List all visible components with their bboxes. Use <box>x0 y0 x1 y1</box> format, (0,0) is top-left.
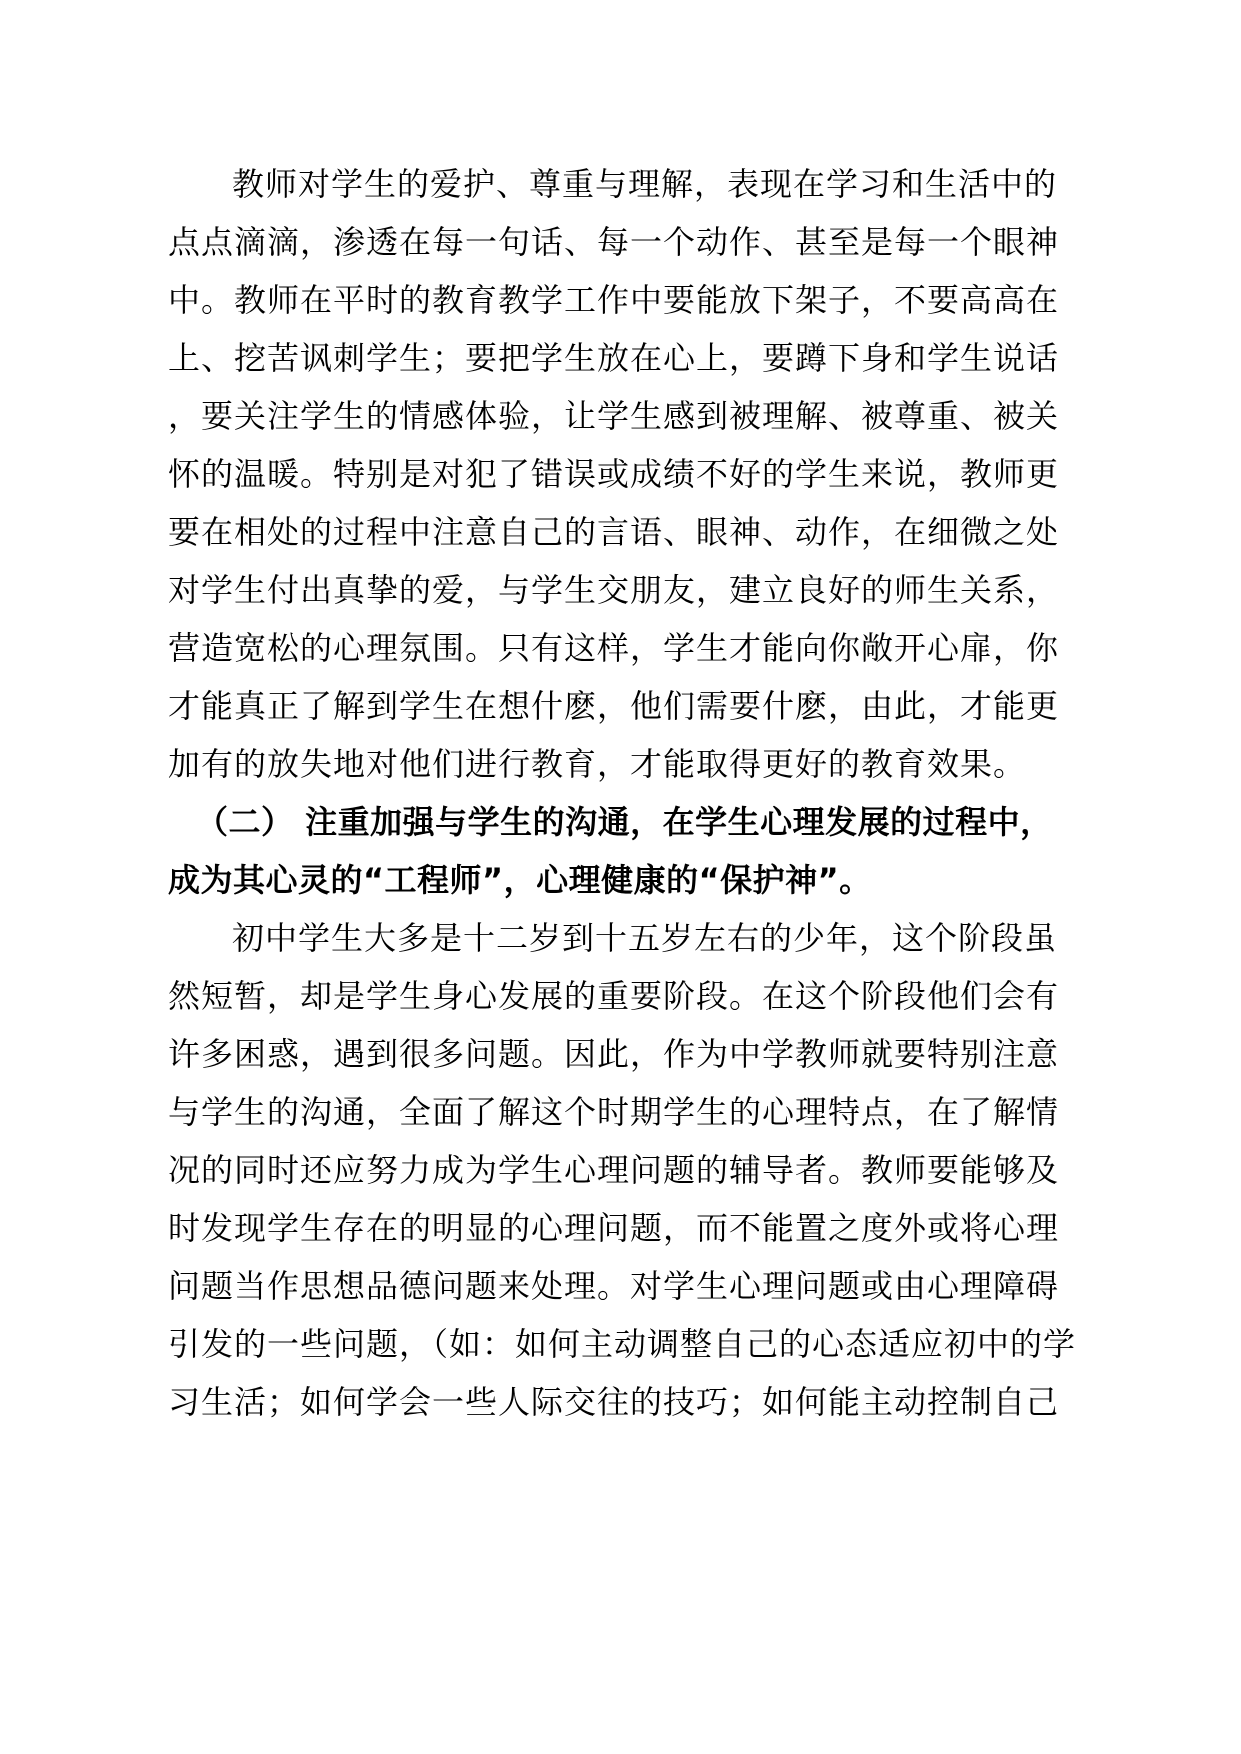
paragraph1-line-2: 点点滴滴，渗透在每一句话、每一个动作、甚至是每一个眼神 <box>168 223 1060 261</box>
paragraph2-line-7: 问题当作思想品德问题来处理。对学生心理问题或由心理障碍 <box>168 1267 1060 1305</box>
paragraph1-line-7: 要在相处的过程中注意自己的言语、眼神、动作，在细微之处 <box>168 513 1060 551</box>
paragraph2-line-4: 与学生的沟通，全面了解这个时期学生的心理特点，在了解情 <box>168 1093 1060 1131</box>
paragraph1-line-10: 才能真正了解到学生在想什麽，他们需要什麽，由此，才能更 <box>168 687 1060 725</box>
paragraph1-line-4: 上、挖苦讽刺学生；要把学生放在心上，要蹲下身和学生说话 <box>168 339 1060 377</box>
paragraph1-line-5: ，要关注学生的情感体验，让学生感到被理解、被尊重、被关 <box>168 397 1060 435</box>
paragraph1-line-9: 营造宽松的心理氛围。只有这样，学生才能向你敞开心扉，你 <box>168 629 1060 667</box>
section-heading-line-2: 成为其心灵的“工程师”，心理健康的“保护神”。 <box>168 861 872 899</box>
paragraph2-line-6: 时发现学生存在的明显的心理问题，而不能置之度外或将心理 <box>168 1209 1060 1247</box>
paragraph1-line-6: 怀的温暖。特别是对犯了错误或成绩不好的学生来说，教师更 <box>168 455 1060 493</box>
paragraph2-line-5: 况的同时还应努力成为学生心理问题的辅导者。教师要能够及 <box>168 1151 1060 1189</box>
paragraph1-line-8: 对学生付出真挚的爱，与学生交朋友，建立良好的师生关系， <box>168 571 1060 609</box>
paragraph1-line-11: 加有的放失地对他们进行教育，才能取得更好的教育效果。 <box>168 745 1027 783</box>
section-heading-line-1: （二） 注重加强与学生的沟通，在学生心理发展的过程中， <box>196 803 1053 841</box>
paragraph1-line-1: 教师对学生的爱护、尊重与理解，表现在学习和生活中的 <box>232 165 1058 203</box>
paragraph1-line-3: 中。教师在平时的教育教学工作中要能放下架子，不要高高在 <box>168 281 1060 319</box>
paragraph2-line-2: 然短暂，却是学生身心发展的重要阶段。在这个阶段他们会有 <box>168 977 1060 1015</box>
paragraph2-line-9: 习生活；如何学会一些人际交往的技巧；如何能主动控制自己 <box>168 1383 1060 1421</box>
paragraph2-line-8: 引发的一些问题，（如：如何主动调整自己的心态适应初中的学 <box>168 1325 1077 1363</box>
paragraph2-line-3: 许多困惑，遇到很多问题。因此，作为中学教师就要特别注意 <box>168 1035 1060 1073</box>
paragraph2-line-1: 初中学生大多是十二岁到十五岁左右的少年，这个阶段虽 <box>232 919 1058 957</box>
